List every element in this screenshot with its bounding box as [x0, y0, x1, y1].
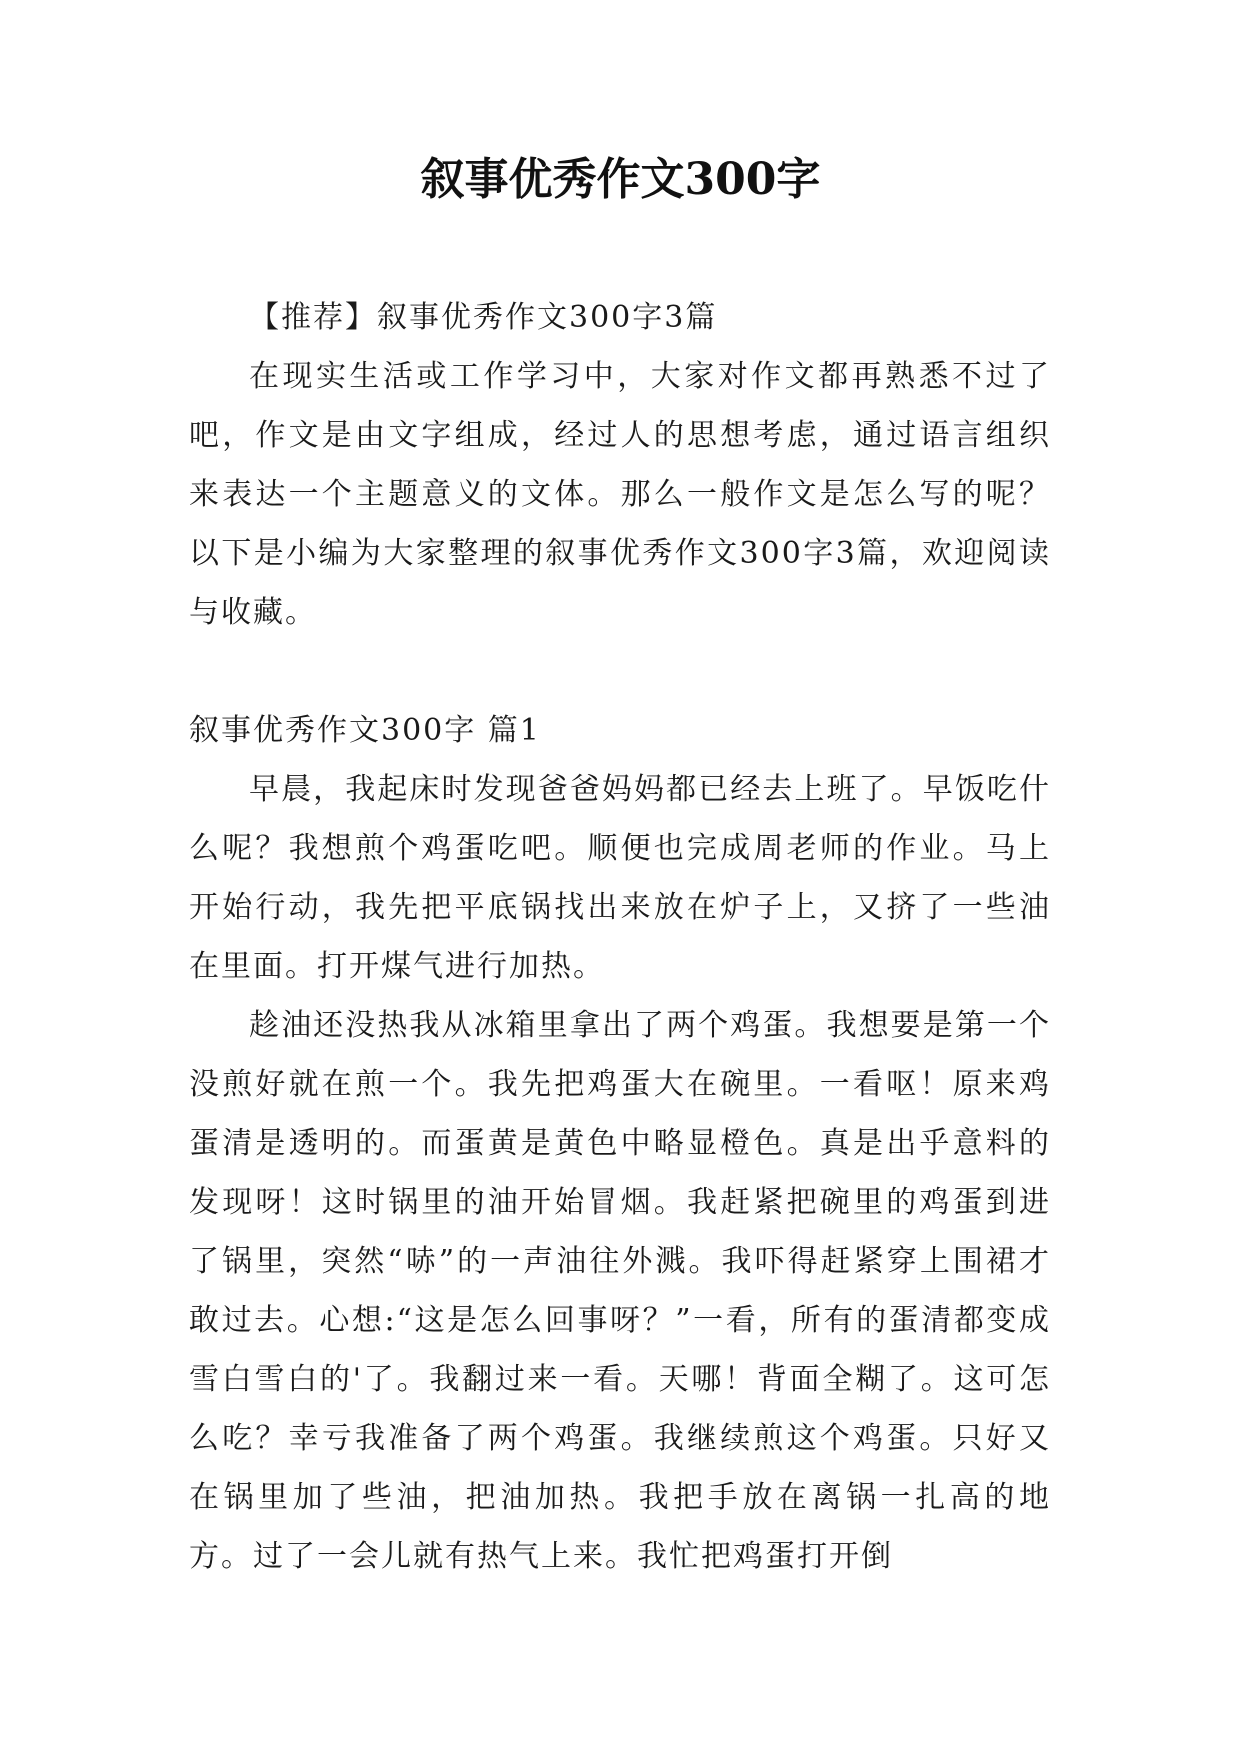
intro-paragraph: 在现实生活或工作学习中，大家对作文都再熟悉不过了吧，作文是由文字组成，经过人的思想考虑，通过语言组织来表达一个主题意义的文体。那么一般作文是怎么写的呢？以下是小编为大家整理的叙事优秀作文300字3篇，欢迎阅读与收藏。: [189, 359, 1051, 630]
intro-tag-line: 【推荐】叙事优秀作文300字3篇: [249, 300, 718, 335]
section-paragraph: 趁油还没热我从冰箱里拿出了两个鸡蛋。我想要是第一个没煎好就在煎一个。我先把鸡蛋大在碗里。一看呕！原来鸡蛋清是透明的。而蛋黄是黄色中略显橙色。真是出乎意料的发现呀！这时锅里的油开始冒烟。我赶紧把碗里的鸡蛋到进了锅里，突然“哧”的一声油往外溅。我吓得赶紧穿上围裙才敢过去。心想:“这是怎么回事呀？”一看，所有的蛋清都变成雪白雪白的'了。我翻过来一看。天哪！背面全糊了。这可怎么吃？幸亏我准备了两个鸡蛋。我继续煎这个鸡蛋。只好又在锅里加了些油，把油加热。我把手放在离锅一扎高的地方。过了一会儿就有热气上来。我忙把鸡蛋打开倒: [189, 1008, 1051, 1574]
section-1: [189, 701, 1051, 1586]
document-body: [189, 288, 1051, 1586]
section-heading: 叙事优秀作文300字 篇1: [189, 713, 541, 748]
document-title: 叙事优秀作文300字: [420, 154, 821, 205]
section-paragraph: 早晨，我起床时发现爸爸妈妈都已经去上班了。早饭吃什么呢？我想煎个鸡蛋吃吧。顺便也完成周老师的作业。马上开始行动，我先把平底锅找出来放在炉子上，又挤了一些油在里面。打开煤气进行加热。: [189, 772, 1051, 984]
